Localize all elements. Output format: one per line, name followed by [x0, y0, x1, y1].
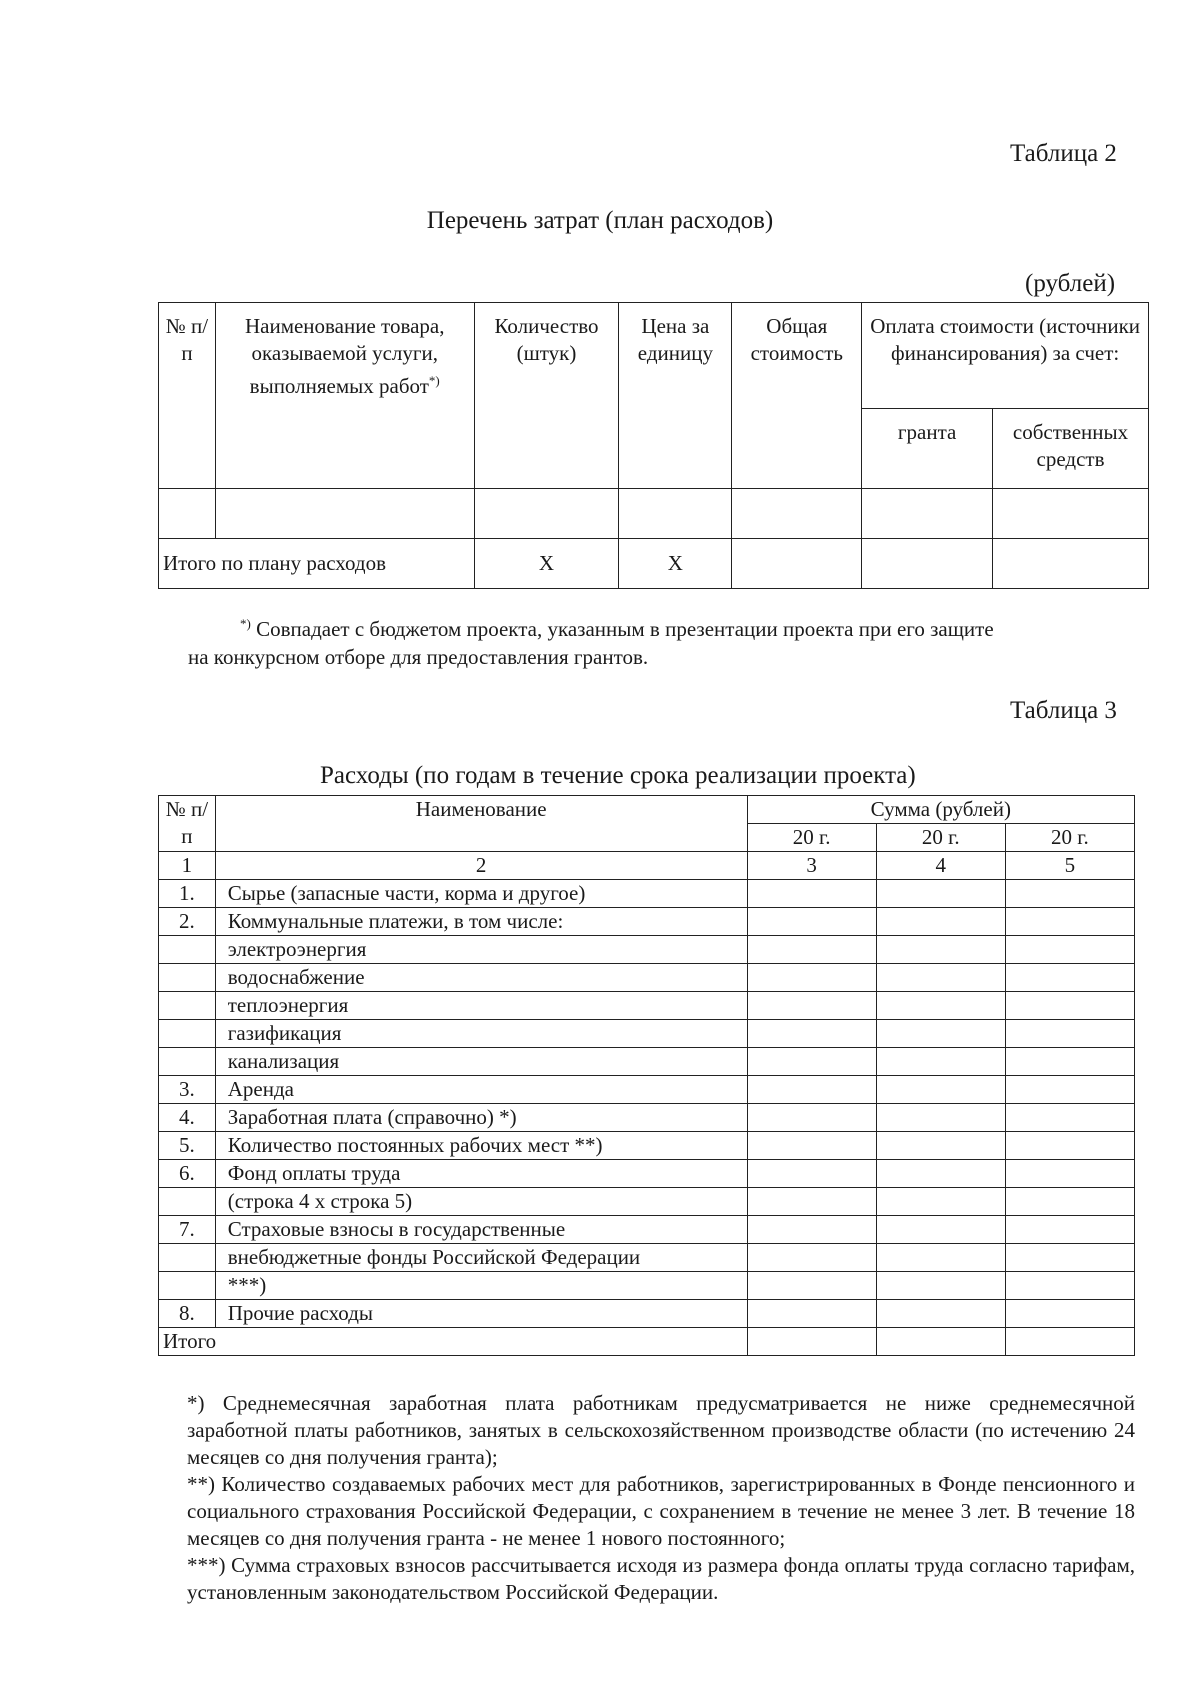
amount-cell	[1005, 1160, 1134, 1188]
footnote-jobs: **) Количество создаваемых рабочих мест для работников, зарегистрированных в Фонде пенсионного и социального страхования Российской Федерации, с сохранением в течение не менее 3 лет. В течение 18 месяцев со дня получения гранта - не менее 1 нового постоянного;	[187, 1472, 1135, 1550]
table-row	[159, 992, 1135, 1020]
amount-cell	[876, 880, 1005, 908]
header-num: № п/п	[159, 303, 216, 489]
column-number: 2	[215, 852, 747, 880]
row-name: газификация	[215, 1020, 747, 1048]
amount-cell	[876, 1160, 1005, 1188]
footnotes-table3	[187, 1390, 1135, 1606]
amount-cell	[747, 1300, 876, 1328]
table-cell	[993, 539, 1149, 589]
table3-label: Таблица 3	[1010, 697, 1117, 724]
amount-cell	[747, 1328, 876, 1356]
row-name: Коммунальные платежи, в том числе:	[215, 908, 747, 936]
table-row	[159, 489, 1149, 539]
amount-cell	[1005, 1132, 1134, 1160]
total-qty: X	[474, 539, 619, 589]
amount-cell	[1005, 1244, 1134, 1272]
footnote-salary: *) Среднемесячная заработная плата работникам предусматривается не ниже среднемесячной заработной платы работников, занятых в сельскохозяйственном производстве области (по истечению 24 месяцев со дня получения гранта);	[187, 1391, 1135, 1469]
total-label: Итого	[159, 1328, 748, 1356]
row-number: 7.	[159, 1216, 216, 1244]
table-cell	[619, 489, 732, 539]
row-name: Заработная плата (справочно) *)	[215, 1104, 747, 1132]
header-payment: Оплата стоимости (источники финансирования) за счет:	[862, 303, 1149, 409]
table-cell	[159, 489, 216, 539]
expense-plan-table	[158, 302, 1149, 589]
amount-cell	[876, 992, 1005, 1020]
amount-cell	[1005, 880, 1134, 908]
column-number: 3	[747, 852, 876, 880]
amount-cell	[876, 908, 1005, 936]
footnote-insurance: ***) Сумма страховых взносов рассчитывается исходя из размера фонда оплаты труда согласно тарифам, установленным законодательством Российской Федерации.	[187, 1553, 1135, 1604]
header-qty: Количество (штук)	[474, 303, 619, 489]
row-number: 8.	[159, 1300, 216, 1328]
amount-cell	[747, 1076, 876, 1104]
total-row	[159, 1328, 1135, 1356]
table-row	[159, 1244, 1135, 1272]
amount-cell	[1005, 936, 1134, 964]
row-name: канализация	[215, 1048, 747, 1076]
amount-cell	[747, 1020, 876, 1048]
amount-cell	[747, 1048, 876, 1076]
table2-unit: (рублей)	[1025, 270, 1116, 297]
amount-cell	[876, 1048, 1005, 1076]
amount-cell	[747, 1244, 876, 1272]
amount-cell	[876, 1076, 1005, 1104]
amount-cell	[876, 1104, 1005, 1132]
row-name: теплоэнергия	[215, 992, 747, 1020]
table-row	[159, 1104, 1135, 1132]
amount-cell	[747, 1216, 876, 1244]
table-row	[159, 1272, 1135, 1300]
header-price: Цена за единицу	[619, 303, 732, 489]
table-cell	[862, 489, 993, 539]
amount-cell	[1005, 1272, 1134, 1300]
table-cell	[862, 539, 993, 589]
header-year: 20 г.	[747, 824, 876, 852]
table-row	[159, 1160, 1135, 1188]
table-row	[159, 964, 1135, 992]
total-price: X	[619, 539, 732, 589]
amount-cell	[1005, 1104, 1134, 1132]
row-name: ***)	[215, 1272, 747, 1300]
amount-cell	[747, 936, 876, 964]
amount-cell	[1005, 908, 1134, 936]
amount-cell	[1005, 1020, 1134, 1048]
amount-cell	[747, 1104, 876, 1132]
table-row	[159, 1020, 1135, 1048]
table2-title: Перечень затрат (план расходов)	[426, 207, 774, 234]
amount-cell	[1005, 1328, 1134, 1356]
row-number: 4.	[159, 1104, 216, 1132]
row-name: Количество постоянных рабочих мест **)	[215, 1132, 747, 1160]
amount-cell	[876, 936, 1005, 964]
table-cell	[732, 489, 862, 539]
row-number	[159, 1020, 216, 1048]
header-grant: гранта	[862, 409, 993, 489]
amount-cell	[1005, 1076, 1134, 1104]
amount-cell	[876, 1328, 1005, 1356]
amount-cell	[876, 964, 1005, 992]
row-number	[159, 964, 216, 992]
amount-cell	[747, 908, 876, 936]
amount-cell	[747, 1272, 876, 1300]
row-number: 2.	[159, 908, 216, 936]
amount-cell	[747, 964, 876, 992]
table-row	[159, 1216, 1135, 1244]
column-number: 4	[876, 852, 1005, 880]
amount-cell	[1005, 964, 1134, 992]
table-row	[159, 936, 1135, 964]
row-name: водоснабжение	[215, 964, 747, 992]
header-year: 20 г.	[1005, 824, 1134, 852]
table-row	[159, 880, 1135, 908]
header-name: Наименование	[215, 796, 747, 852]
row-name: Сырье (запасные части, корма и другое)	[215, 880, 747, 908]
amount-cell	[876, 1272, 1005, 1300]
header-total: Общая стоимость	[732, 303, 862, 489]
table3-title: Расходы (по годам в течение срока реализации проекта)	[320, 762, 916, 789]
table-row	[159, 1048, 1135, 1076]
amount-cell	[1005, 1188, 1134, 1216]
row-number	[159, 1048, 216, 1076]
row-name: Фонд оплаты труда	[215, 1160, 747, 1188]
total-label: Итого по плану расходов	[159, 539, 475, 589]
row-name: Страховые взносы в государственные	[215, 1216, 747, 1244]
total-row	[159, 539, 1149, 589]
column-number: 1	[159, 852, 216, 880]
table-row	[159, 1076, 1135, 1104]
amount-cell	[876, 1216, 1005, 1244]
table-row	[159, 1132, 1135, 1160]
amount-cell	[1005, 1216, 1134, 1244]
amount-cell	[747, 1132, 876, 1160]
amount-cell	[1005, 992, 1134, 1020]
expenses-by-year-table	[158, 795, 1135, 1356]
amount-cell	[876, 1244, 1005, 1272]
row-name: внебюджетные фонды Российской Федерации	[215, 1244, 747, 1272]
row-number	[159, 1188, 216, 1216]
row-name: Аренда	[215, 1076, 747, 1104]
table2-label: Таблица 2	[1010, 140, 1117, 167]
header-num: № п/п	[159, 796, 216, 852]
row-number	[159, 936, 216, 964]
header-year: 20 г.	[876, 824, 1005, 852]
table-row	[159, 1300, 1135, 1328]
amount-cell	[747, 880, 876, 908]
row-number	[159, 992, 216, 1020]
table-cell	[474, 489, 619, 539]
row-number: 1.	[159, 880, 216, 908]
header-name: Наименование товара, оказываемой услуги, выполняемых работ*)	[215, 303, 474, 489]
amount-cell	[876, 1188, 1005, 1216]
row-number: 3.	[159, 1076, 216, 1104]
row-name: Прочие расходы	[215, 1300, 747, 1328]
amount-cell	[876, 1132, 1005, 1160]
amount-cell	[876, 1300, 1005, 1328]
row-number: 5.	[159, 1132, 216, 1160]
amount-cell	[747, 992, 876, 1020]
row-number: 6.	[159, 1160, 216, 1188]
amount-cell	[1005, 1300, 1134, 1328]
table-cell	[732, 539, 862, 589]
row-name: электроэнергия	[215, 936, 747, 964]
table-cell	[215, 489, 474, 539]
amount-cell	[747, 1188, 876, 1216]
row-name: (строка 4 х строка 5)	[215, 1188, 747, 1216]
footnote-budget: *) Совпадает с бюджетом проекта, указанным в презентации проекта при его защите на конкурсном отборе для предоставления грантов.	[188, 616, 994, 669]
table-row	[159, 1188, 1135, 1216]
amount-cell	[1005, 1048, 1134, 1076]
header-sum: Сумма (рублей)	[747, 796, 1134, 824]
table-row	[159, 908, 1135, 936]
table-cell	[993, 489, 1149, 539]
amount-cell	[747, 1160, 876, 1188]
header-own: собственных средств	[993, 409, 1149, 489]
row-number	[159, 1244, 216, 1272]
column-number: 5	[1005, 852, 1134, 880]
amount-cell	[876, 1020, 1005, 1048]
row-number	[159, 1272, 216, 1300]
